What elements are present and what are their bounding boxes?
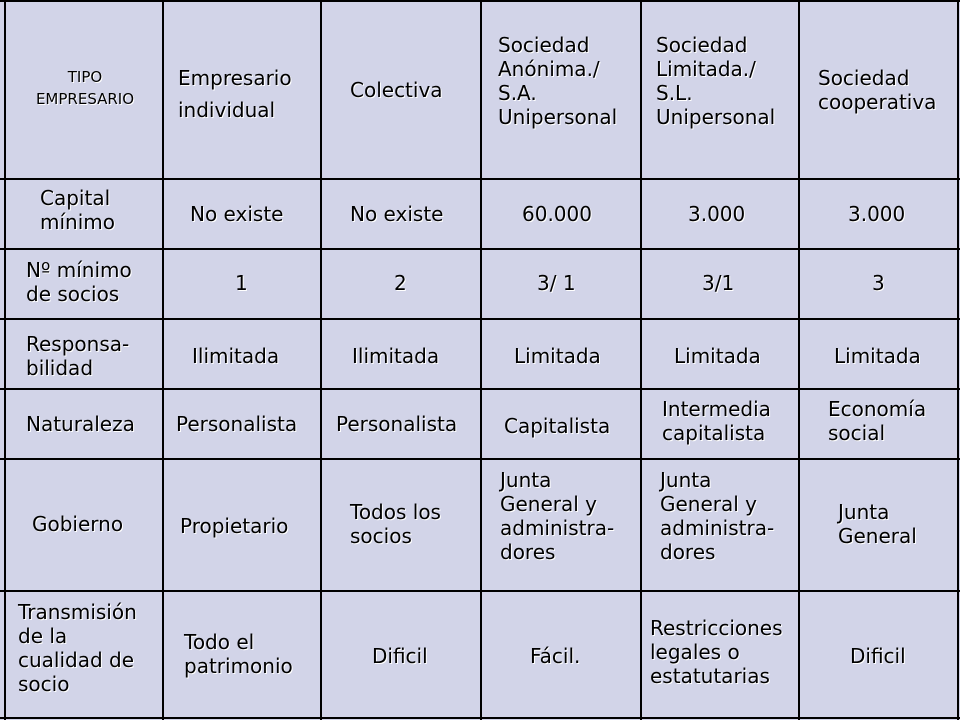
table-cell: 3/ 1 [537, 271, 576, 295]
table-cell: 3.000 [848, 202, 906, 226]
table-cell: Propietario [180, 514, 289, 538]
table-cell: No existe [350, 202, 444, 226]
table-cell: 2 [394, 271, 407, 295]
table-cell: Todos los socios [350, 500, 441, 548]
table-cell: 1 [235, 271, 248, 295]
table-cell: No existe [190, 202, 284, 226]
header-sociedad-cooperativa: Sociedad cooperativa [818, 66, 937, 114]
table-cell: Todo el patrimonio [184, 630, 293, 678]
header-sociedad-limitada: Sociedad Limitada./ S.L. Unipersonal [656, 33, 776, 129]
header-corner: TIPO EMPRESARIO [35, 68, 135, 108]
table-border-right [957, 0, 959, 720]
table-cell: Personalista [336, 412, 458, 436]
table-cell: Fácil. [530, 644, 581, 668]
row-divider [0, 458, 960, 460]
table-cell: Limitada [834, 344, 921, 368]
table-cell: Dificil [850, 644, 906, 668]
row-label-minimo-socios: Nº mínimo de socios [26, 258, 132, 306]
column-divider [798, 0, 800, 720]
row-divider [0, 178, 960, 180]
row-label-responsabilidad: Responsa- bilidad [26, 332, 130, 380]
table-cell: Restricciones legales o estatutarias [650, 616, 783, 688]
table-cell: Junta General y administra- dores [660, 468, 775, 564]
header-colectiva: Colectiva [350, 78, 443, 102]
table-cell: Ilimitada [192, 344, 280, 368]
table-cell: Capitalista [504, 414, 611, 438]
table-cell: Limitada [674, 344, 761, 368]
table-cell: Limitada [514, 344, 601, 368]
table-cell: Dificil [372, 644, 428, 668]
column-divider [640, 0, 642, 720]
row-label-gobierno: Gobierno [32, 512, 124, 536]
row-divider [0, 248, 960, 250]
table-cell: Economía social [828, 397, 927, 445]
column-divider [480, 0, 482, 720]
table-border-left [4, 0, 6, 720]
column-divider [320, 0, 322, 720]
table-cell: Ilimitada [352, 344, 440, 368]
table-cell: Junta General y administra- dores [500, 468, 615, 564]
row-divider [0, 318, 960, 320]
table-cell: 3/1 [702, 271, 735, 295]
header-empresario-individual: Empresario individual [178, 66, 292, 122]
row-label-transmision: Transmisión de la cualidad de socio [18, 600, 137, 696]
table-cell: Junta General [838, 500, 917, 548]
table-border-top [0, 0, 960, 2]
table-cell: Personalista [176, 412, 298, 436]
row-divider [0, 388, 960, 390]
row-label-naturaleza: Naturaleza [26, 412, 135, 436]
row-divider [0, 590, 960, 592]
header-sociedad-anonima: Sociedad Anónima./ S.A. Unipersonal [498, 33, 618, 129]
table-cell: 60.000 [522, 202, 592, 226]
table-cell: 3 [872, 271, 885, 295]
row-label-capital-minimo: Capital mínimo [40, 186, 115, 234]
table-cell: Intermedia capitalista [662, 397, 771, 445]
table-border-bottom [0, 717, 960, 719]
column-divider [162, 0, 164, 720]
table-cell: 3.000 [688, 202, 746, 226]
